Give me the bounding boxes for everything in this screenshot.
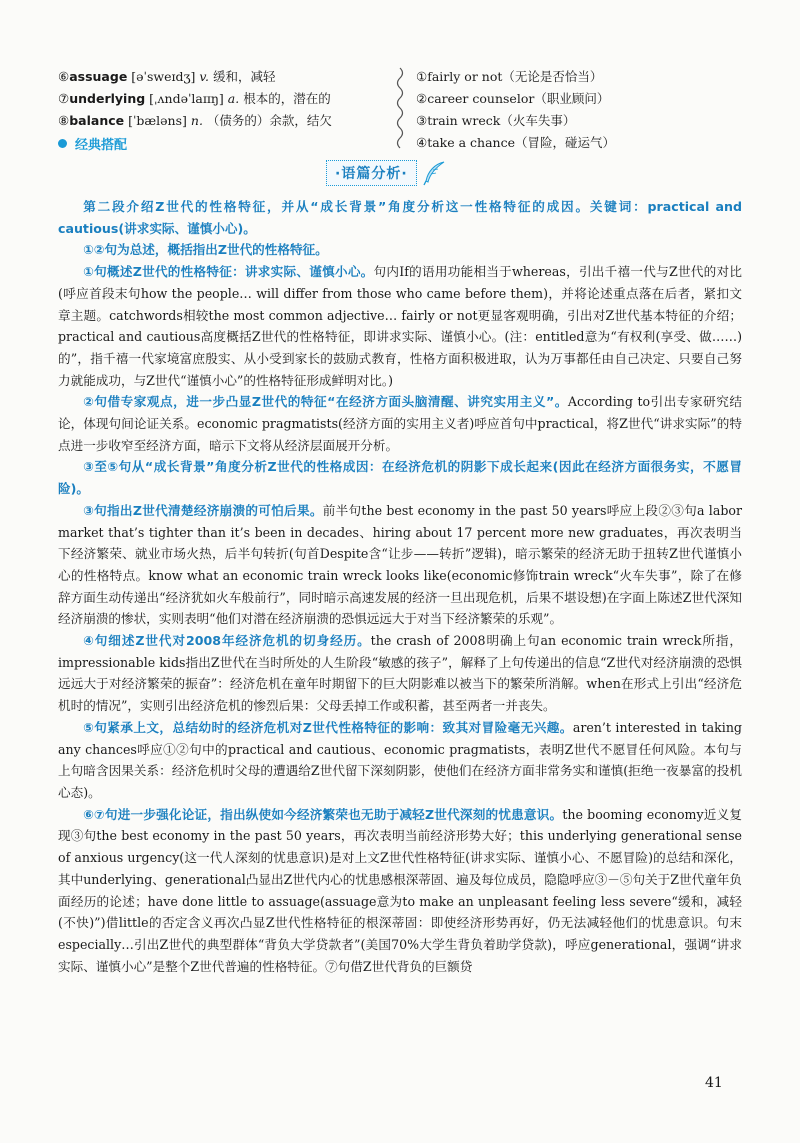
collocation-item: ④take a chance（冒险，碰运气） xyxy=(416,135,616,150)
vocab-meaning: 根本的，潜在的 xyxy=(243,91,331,106)
section-title: ·语篇分析· xyxy=(326,160,417,186)
key-point-text: ①②句为总述，概括指出Z世代的性格特征。 xyxy=(83,242,328,258)
explanation-text: 句内If的语用功能相当于whereas，引出千禧一代与Z世代的对比(呼应首段末句how the people… will differ from those who came before them)，并将论述重点落在后者，紧扣文章主题。catchwords相较the most common adjective… fairly or not更显客观明确，引出对Z世代基本特征的介绍；practical and cautious高度概括Z世代的性格特征，即讲求实际、谨慎小心。(注：entitled意为“有权利(享受、做……)的”，指千禧一代家境富庶殷实、从小受到家长的鼓励式教育，性格方面积极进取，认为万事都任由自己决定、只要自己努力就能成功，与Z世代“谨慎小心”的性格特征形成鲜明对比。) xyxy=(58,264,742,388)
collocation-list xyxy=(416,66,746,154)
analysis-paragraph xyxy=(58,456,742,499)
collocation-item: ①fairly or not（无论是否恰当） xyxy=(416,69,603,84)
explanation-text: According to引出专家研究结论，体现句间论证关系。economic pragmatists(经济方面的实用主义者)呼应首句中practical，将Z世代“讲求实际”的特点进一步收窄至经济方面，暗示下文将从经济层面展开分析。 xyxy=(58,394,742,453)
vocab-pos: v. xyxy=(199,69,209,84)
vocab-word: balance xyxy=(69,113,125,128)
key-point-text: ⑥⑦句进一步强化论证，指出纵使如今经济繁荣也无助于减轻Z世代深刻的忧患意识。 xyxy=(83,806,563,822)
vocab-pos: n. xyxy=(190,113,203,128)
analysis-paragraph xyxy=(58,196,742,239)
explanation-text: the crash of 2008明确上句an economic train wreck所指，impressionable kids指出Z世代在当时所处的人生阶段“敏感的孩子”，解释了上句传递出的信息“Z世代对经济崩溃的恐惧远远大于对经济繁荣的振奋”：经济危机在童年时期留下的巨大阴影难以被当下的繁荣所消解。when在形式上引出“经济危机时的情况”，实则引出经济危机的惨烈后果：父母丢掉工作或积蓄，甚至两者一并丧失。 xyxy=(58,633,742,714)
key-point-text: ①句概述Z世代的性格特征：讲求实际、谨慎小心。 xyxy=(83,264,374,280)
analysis-paragraph xyxy=(58,630,742,717)
key-point-text: ⑤句紧承上文，总结幼时的经济危机对Z世代性格特征的影响：致其对冒险毫无兴趣。 xyxy=(83,719,573,735)
vocab-entry: ⑦underlying [ˌʌndəˈlaɪɪŋ] a. 根本的，潜在的 xyxy=(58,91,331,106)
explanation-text: aren’t interested in taking any chances呼应①②句中的practical and cautious、economic pragmatists，表明Z世代不愿冒任何风险。本句与上句暗含因果关系：经济危机时父母的遭遇给Z世代留下深刻阴影，使他们在经济方面非常务实和谨慎(拒绝一夜暴富的投机心态)。 xyxy=(58,719,742,800)
vocab-meaning: 缓和，减轻 xyxy=(212,69,276,84)
quill-pen-icon xyxy=(421,160,447,186)
explanation-text: 前半句the best economy in the past 50 years呼应上段②③句a labor market that’s tighter than it’s been in decades、hiring about 17 percent more new graduates，再次表明当下经济繁荣、就业市场火热，后半句转折(句首Despite含“让步——转折”逻辑)，暗示繁荣的经济无助于扭转Z世代谨慎小心的性格特点。know what an economic train wreck looks like(economic修饰train wreck“火车失事”，除了在修辞方面生动传递出“经济犹如火车般前行”，同时暗示高速发展的经济一旦出现危机，后果不堪设想)在字面上陈述Z世代深知经济崩溃的惨状，实则表明“他们对潜在经济崩溃的恐惧远远大于对当下经济繁荣的乐观”。 xyxy=(58,502,742,627)
vocab-word: underlying xyxy=(69,91,146,106)
analysis-paragraph xyxy=(58,717,742,804)
analysis-paragraph xyxy=(58,500,742,630)
vocab-phonetic: [ˌʌndəˈlaɪɪŋ] xyxy=(149,91,224,106)
vocab-phonetic: [ˈbæləns] xyxy=(128,113,187,128)
key-point-text: ③句指出Z世代清楚经济崩溃的可怕后果。 xyxy=(83,502,323,518)
collocation-heading: 经典搭配 xyxy=(58,134,127,153)
key-point-text: ③至⑤句从“成长背景”角度分析Z世代的性格成因：在经济危机的阴影下成长起来(因此在经济方面很务实，不愿冒险)。 xyxy=(58,459,742,497)
analysis-paragraph xyxy=(58,391,742,456)
explanation-text: the booming economy近义复现③句the best economy in the past 50 years，再次表明当前经济形势大好；this underlying generational sense of anxious urgency(这一代人深刻的忧患意识)是对上文Z世代性格特征(讲求实际、谨慎小心、不愿冒险)的总结和深化，其中underlying、generational凸显出Z世代内心的忧患感根深蒂固、遍及每位成员，隐隐呼应③－⑤句关于Z世代童年负面经历的论述；have done little to assuage(assuage意为to make an unpleasant feeling less severe“缓和，减轻(不快)”)借little的否定含义再次凸显Z世代性格特征的根深蒂固：即使经济形势再好，仍无法减轻他们的忧患意识。句末especially…引出Z世代的典型群体“背负大学贷款者”(美国70%大学生背负着助学贷款)，呼应generational，强调“讲求实际、谨慎小心”是整个Z世代普遍的性格特征。⑦句借Z世代背负的巨额贷 xyxy=(58,806,742,974)
key-point-text: ②句借专家观点，进一步凸显Z世代的特征“在经济方面头脑清醒、讲究实用主义”。 xyxy=(83,394,568,410)
analysis-body xyxy=(58,196,742,977)
vocab-entry: ⑧balance [ˈbæləns] n. （债务的）余款，结欠 xyxy=(58,113,332,128)
key-point-text: 第二段介绍Z世代的性格特征，并从“成长背景”角度分析这一性格特征的成因。关键词：practical and cautious(讲求实际、谨慎小心)。 xyxy=(58,199,742,236)
analysis-paragraph xyxy=(58,804,742,978)
collocation-item: ③train wreck（火车失事） xyxy=(416,113,576,128)
spiral-binding-icon xyxy=(394,66,406,154)
collocation-item: ②career counselor（职业顾问） xyxy=(416,91,610,106)
vocab-word: assuage xyxy=(69,69,128,84)
analysis-paragraph xyxy=(58,239,742,261)
analysis-paragraph xyxy=(58,261,742,391)
key-point-text: ④句细述Z世代对2008年经济危机的切身经历。 xyxy=(83,633,371,649)
vocab-phonetic: [əˈsweɪdʒ] xyxy=(131,69,196,84)
section-banner xyxy=(326,160,447,186)
vocabulary-list xyxy=(58,66,388,132)
vocab-entry: ⑥assuage [əˈsweɪdʒ] v. 缓和，减轻 xyxy=(58,69,276,84)
vocab-meaning: （债务的）余款，结欠 xyxy=(206,113,332,128)
vocab-pos: a. xyxy=(227,91,240,106)
bullet-dot-icon xyxy=(58,139,67,148)
page-number: 41 xyxy=(705,1075,723,1091)
